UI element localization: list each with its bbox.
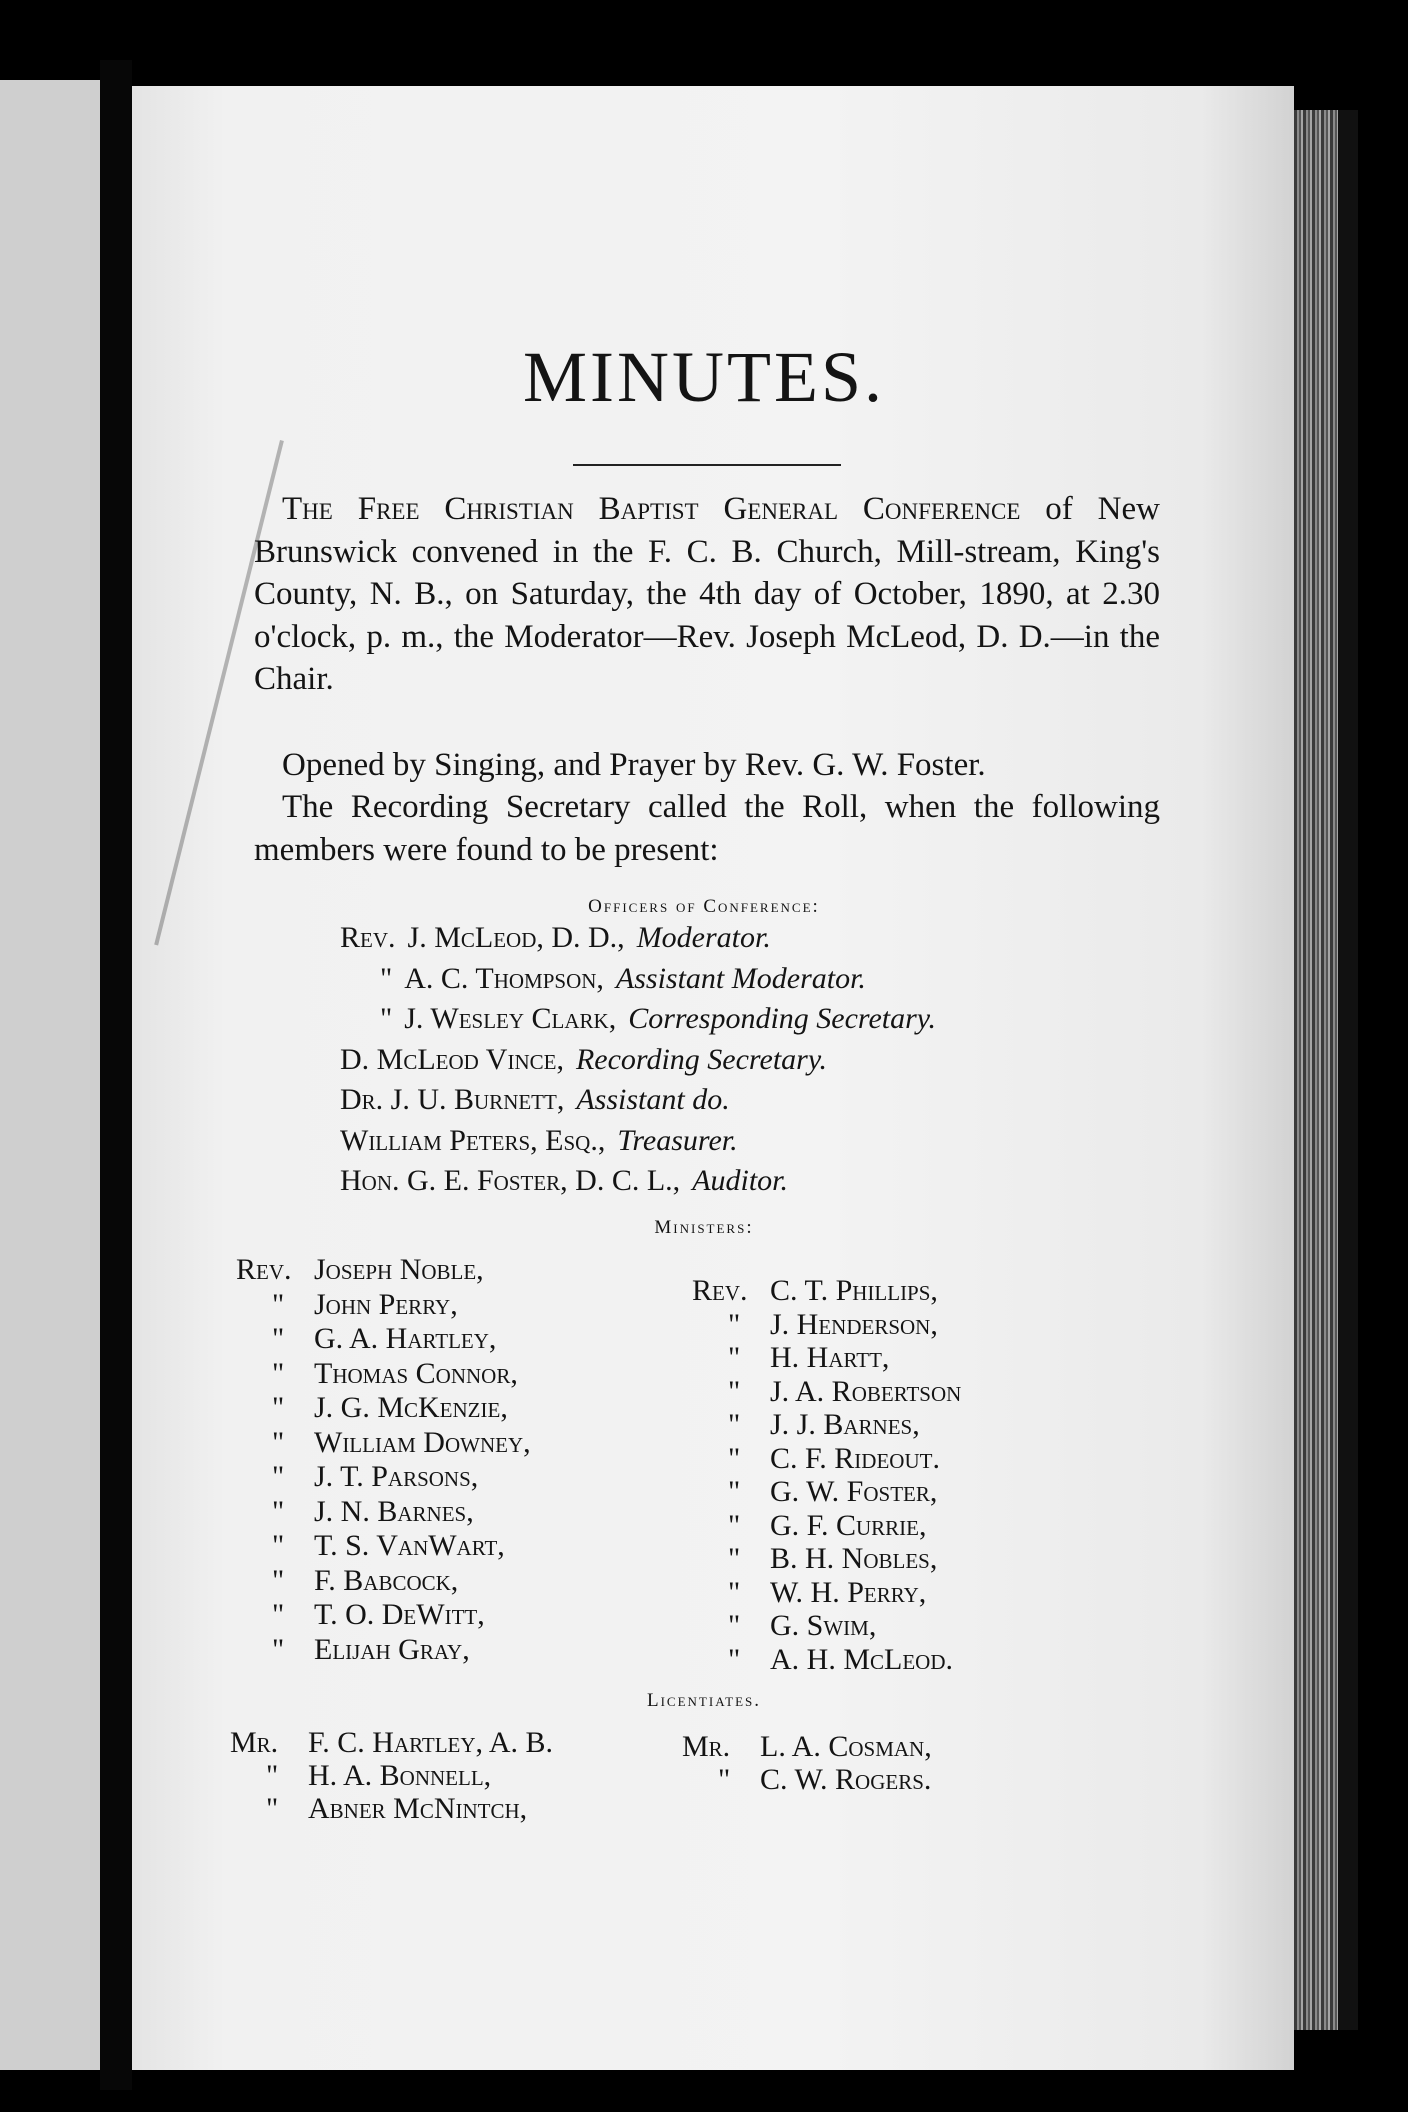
ministers-ditto: " <box>272 1563 285 1597</box>
paragraph-lead: The Free Christian Baptist General Conference <box>282 491 1021 527</box>
ministers-prefix: Rev. <box>236 1253 292 1286</box>
ministers-name: G. A. Hartley, <box>314 1322 497 1355</box>
officers-heading: Officers of Conference: <box>588 896 820 917</box>
ministers-ditto: " <box>728 1575 741 1609</box>
officer-entry <box>340 1121 738 1161</box>
licentiates-ditto: " <box>266 1792 279 1825</box>
ministers-ditto: " <box>728 1642 741 1676</box>
licentiates-heading: Licentiates. <box>646 1690 761 1711</box>
ministers-entry <box>692 1408 920 1441</box>
ministers-name: J. J. Barnes, <box>770 1408 920 1441</box>
ministers-name: J. G. McKenzie, <box>314 1391 508 1424</box>
officer-role: Corresponding Secretary. <box>628 1002 936 1035</box>
officer-role: Recording Secretary. <box>575 1042 827 1076</box>
ministers-name: Joseph Noble, <box>314 1253 484 1286</box>
ministers-name: G. F. Currie, <box>770 1508 927 1542</box>
ministers-entry <box>692 1274 938 1307</box>
officer-entry <box>340 1040 827 1080</box>
ministers-name: Elijah Gray, <box>314 1632 470 1666</box>
officer-name: Dr. J. U. Burnett, <box>340 1083 565 1116</box>
officer-entry <box>380 999 936 1039</box>
ministers-ditto: " <box>272 1460 285 1493</box>
ministers-entry <box>236 1460 478 1493</box>
ministers-entry <box>236 1598 485 1631</box>
licentiates-name: L. A. Cosman, <box>760 1730 932 1763</box>
ministers-name: J. T. Parsons, <box>314 1460 479 1493</box>
licentiates-name: Abner McNintch, <box>308 1792 528 1825</box>
officer-role: Assistant Moderator. <box>615 961 866 995</box>
paragraph-roll: The Recording Secretary called the Roll, when the following members were found to be present: <box>254 789 1160 868</box>
ministers-ditto: " <box>728 1508 741 1542</box>
officer-entry <box>340 1080 730 1120</box>
officer-prefix: Rev. <box>340 921 396 954</box>
ministers-entry <box>692 1375 961 1408</box>
officer-role: Moderator. <box>636 921 771 954</box>
ministers-ditto: " <box>728 1374 741 1408</box>
ministers-entry <box>692 1475 937 1508</box>
ministers-name: G. Swim, <box>770 1609 877 1642</box>
licentiates-entry <box>230 1792 527 1825</box>
ministers-ditto: " <box>272 1391 285 1424</box>
licentiates-prefix: Mr. <box>230 1726 279 1759</box>
ministers-entry <box>236 1633 470 1666</box>
officer-name: J. McLeod, D. D., <box>407 921 625 954</box>
ministers-entry <box>236 1529 505 1562</box>
ministers-ditto: " <box>728 1441 741 1475</box>
ministers-entry <box>236 1322 496 1355</box>
ministers-name: G. W. Foster, <box>770 1475 938 1508</box>
officer-name: J. Wesley Clark, <box>404 1002 617 1035</box>
ministers-name: T. O. DeWitt, <box>314 1598 485 1631</box>
ministers-entry <box>692 1576 926 1609</box>
ministers-ditto: " <box>272 1287 285 1321</box>
ministers-ditto: " <box>728 1408 741 1441</box>
ministers-entry <box>692 1442 940 1475</box>
ministers-name: H. Hartt, <box>770 1341 890 1374</box>
officer-entry <box>340 1161 788 1201</box>
ministers-name: Thomas Connor, <box>314 1356 518 1390</box>
licentiates-name: H. A. Bonnell, <box>308 1759 492 1792</box>
ministers-name: T. S. VanWart, <box>314 1529 505 1562</box>
licentiates-entry <box>682 1763 931 1796</box>
officer-role: Auditor. <box>692 1164 789 1197</box>
ministers-entry <box>236 1357 518 1390</box>
ministers-entry <box>692 1542 937 1575</box>
ministers-ditto: " <box>272 1632 285 1666</box>
officer-role: Assistant do. <box>576 1083 730 1116</box>
ministers-entry <box>236 1495 474 1528</box>
ministers-entry <box>236 1426 531 1459</box>
ministers-heading: Ministers: <box>654 1217 754 1238</box>
ministers-entry <box>692 1308 938 1341</box>
ministers-ditto: " <box>728 1341 741 1374</box>
ministers-ditto: " <box>272 1529 285 1562</box>
ministers-entry <box>236 1391 508 1424</box>
ministers-entry <box>692 1609 876 1642</box>
ministers-ditto: " <box>272 1494 285 1528</box>
licentiates-entry <box>230 1726 553 1759</box>
ministers-name: John Perry, <box>314 1287 458 1321</box>
ministers-name: W. H. Perry, <box>770 1575 927 1609</box>
ministers-name: C. F. Rideout. <box>770 1441 940 1475</box>
ministers-name: C. T. Phillips, <box>770 1274 938 1307</box>
ministers-ditto: " <box>728 1307 741 1341</box>
licentiates-entry <box>682 1730 932 1763</box>
paragraph-opening: Opened by Singing, and Prayer by Rev. G. W. Foster. <box>282 747 986 783</box>
ministers-entry <box>236 1288 458 1321</box>
ministers-ditto: " <box>272 1356 285 1390</box>
ministers-entry <box>236 1253 484 1286</box>
ministers-entry <box>692 1509 926 1542</box>
ministers-entry <box>692 1341 889 1374</box>
officer-role: Treasurer. <box>617 1123 738 1157</box>
ministers-ditto: " <box>728 1609 741 1642</box>
ministers-name: A. H. McLeod. <box>770 1642 953 1676</box>
ministers-name: J. A. Robertson <box>770 1374 962 1408</box>
licentiates-ditto: " <box>718 1763 731 1796</box>
officer-prefix: " <box>380 961 393 995</box>
ministers-ditto: " <box>728 1542 741 1575</box>
paragraph-convening <box>254 488 1160 701</box>
officer-name: D. McLeod Vince, <box>340 1042 564 1076</box>
officer-prefix: " <box>380 1002 393 1035</box>
ministers-ditto: " <box>272 1425 285 1459</box>
licentiates-prefix: Mr. <box>682 1730 731 1763</box>
officer-entry <box>380 959 866 999</box>
page-title: MINUTES. <box>523 337 885 417</box>
ministers-name: J. N. Barnes, <box>314 1494 474 1528</box>
ministers-ditto: " <box>272 1598 285 1631</box>
ministers-prefix: Rev. <box>692 1274 748 1307</box>
officer-name: William Peters, Esq., <box>340 1123 606 1157</box>
officer-name: A. C. Thompson, <box>404 961 604 995</box>
paragraph-rest: of New Brunswick convened in the F. C. B. Church, Mill-stream, King's County, N. B., on Saturday, the 4th day of October, 1890, at 2.30 o'clock, p. m., the Moderator—Rev. Joseph McLeod, D. D.—in the Chair. <box>254 491 1160 697</box>
ministers-name: F. Babcock, <box>314 1563 459 1597</box>
licentiates-name: F. C. Hartley, A. B. <box>308 1726 554 1759</box>
ministers-name: J. Henderson, <box>770 1307 938 1341</box>
ministers-ditto: " <box>728 1475 741 1508</box>
officer-entry <box>340 918 771 958</box>
title-rule <box>573 464 841 466</box>
ministers-name: B. H. Nobles, <box>770 1542 938 1575</box>
licentiates-ditto: " <box>266 1759 279 1792</box>
ministers-entry <box>692 1643 953 1676</box>
ministers-entry <box>236 1564 458 1597</box>
ministers-name: William Downey, <box>314 1425 531 1459</box>
ministers-ditto: " <box>272 1322 285 1355</box>
licentiates-name: C. W. Rogers. <box>760 1763 932 1796</box>
officer-name: Hon. G. E. Foster, D. C. L., <box>340 1164 681 1197</box>
licentiates-entry <box>230 1759 491 1792</box>
